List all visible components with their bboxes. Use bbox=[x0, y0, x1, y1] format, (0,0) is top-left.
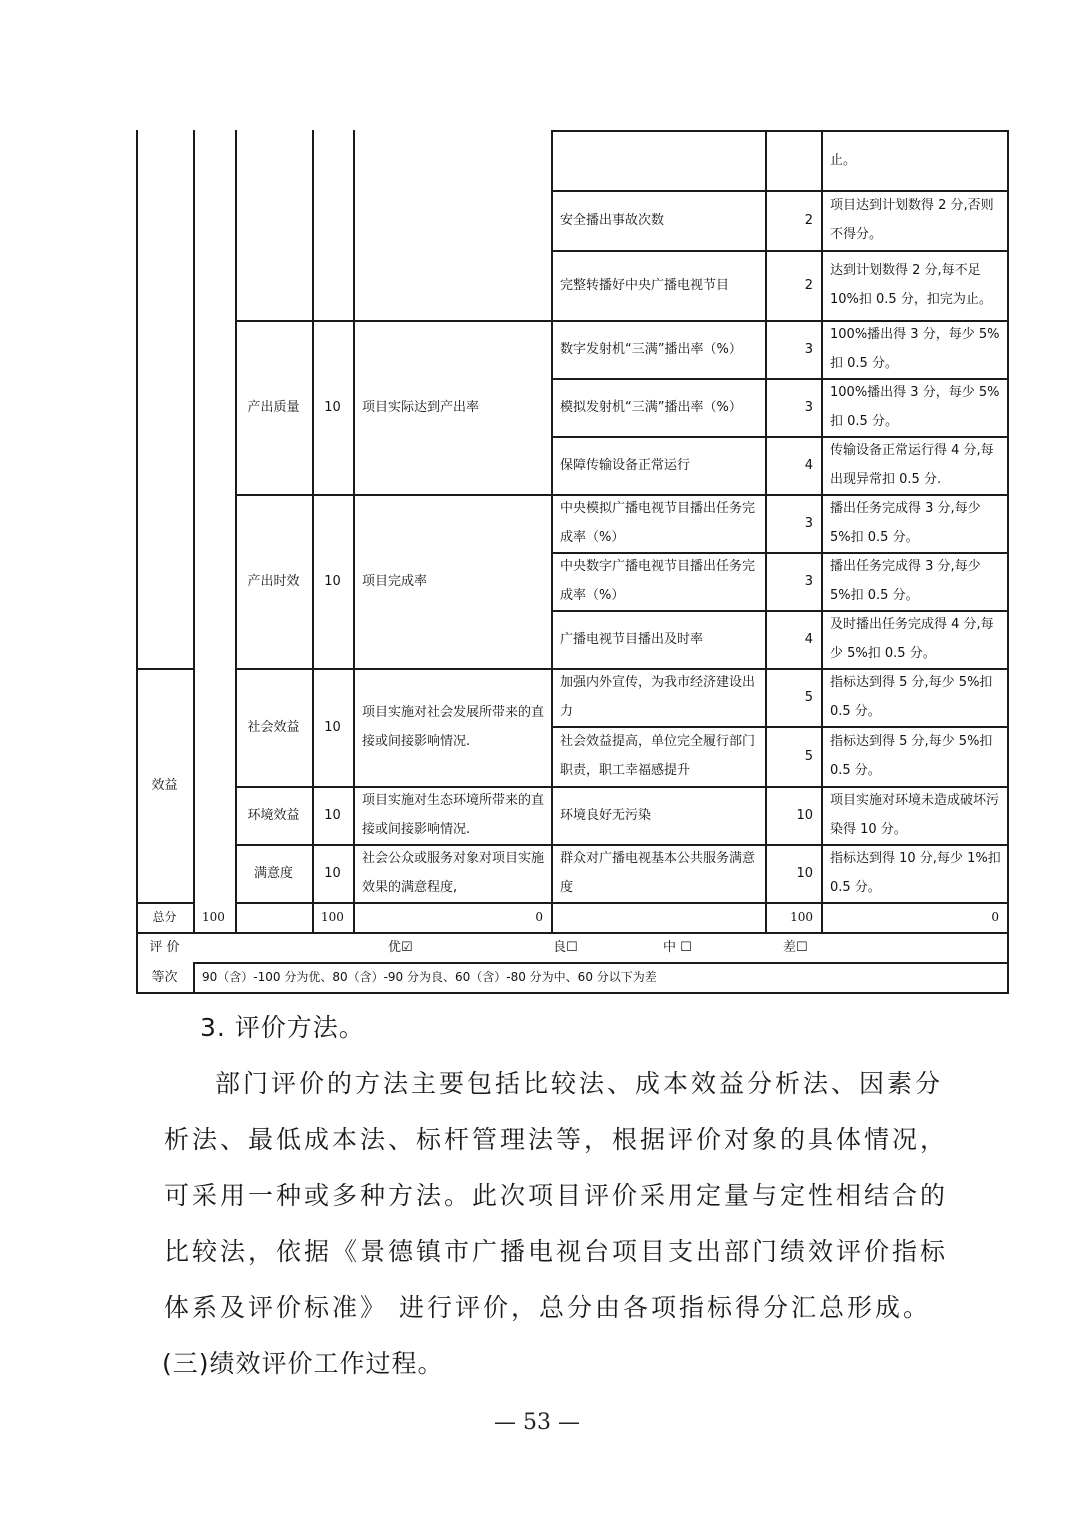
table-border bbox=[551, 844, 1007, 846]
secondary-indicator-cell-text: 社会效益 bbox=[247, 719, 300, 735]
table-border bbox=[193, 962, 195, 992]
total-cell-text: 100 bbox=[321, 909, 344, 924]
rating-option-text: 优☑ bbox=[388, 939, 413, 955]
indicator-description-cell bbox=[353, 786, 551, 844]
score-cell bbox=[765, 494, 821, 552]
indicator-cell-text: 社会效益提高，单位完全履行部门职责，职工幸福感提升 bbox=[560, 734, 756, 778]
rating-option bbox=[388, 932, 478, 962]
indicator-cell-text: 加强内外宣传，为我市经济建设出力 bbox=[560, 675, 756, 719]
indicator-cell bbox=[551, 786, 765, 844]
table-border bbox=[235, 786, 551, 788]
standard-cell-text: 指标达到得 5 分,每少 5%扣0.5 分。 bbox=[830, 734, 993, 778]
rating-option-text: 良☐ bbox=[553, 939, 578, 955]
score-cell-text: 10 bbox=[796, 807, 813, 823]
weight-cell bbox=[312, 494, 353, 668]
secondary-indicator-cell-text: 产出质量 bbox=[247, 399, 300, 415]
table-border bbox=[1007, 130, 1009, 992]
weight-cell-text: 10 bbox=[324, 573, 341, 589]
indicator-cell-text: 中央模拟广播电视节目播出任务完成率（%） bbox=[560, 501, 756, 545]
rating-note-cell bbox=[193, 962, 1007, 992]
standard-cell bbox=[821, 786, 1007, 844]
table-border bbox=[551, 190, 1007, 192]
total-cell-text: 0 bbox=[991, 909, 999, 924]
score-cell bbox=[765, 250, 821, 320]
table-border bbox=[136, 130, 138, 992]
total-cell-text: 总分 bbox=[152, 909, 177, 924]
score-cell bbox=[765, 320, 821, 378]
total-cell bbox=[765, 902, 821, 932]
score-cell bbox=[765, 378, 821, 436]
score-cell-text: 3 bbox=[804, 515, 813, 531]
score-cell-text: 2 bbox=[804, 277, 813, 293]
score-cell-text: 10 bbox=[796, 865, 813, 881]
table-border bbox=[551, 668, 1007, 670]
indicator-cell bbox=[551, 844, 765, 902]
standard-cell-text: 指标达到得 10 分,每少 1%扣 0.5 分。 bbox=[830, 851, 1001, 895]
table-border bbox=[551, 610, 1007, 612]
score-cell-text: 2 bbox=[804, 212, 813, 228]
primary-indicator-cell-text: 效益 bbox=[151, 777, 178, 793]
weight-cell-text: 10 bbox=[324, 807, 341, 823]
standard-cell-text: 及时播出任务完成得 4 分,每少 5%扣 0.5 分。 bbox=[830, 617, 994, 661]
weight-cell bbox=[312, 320, 353, 494]
total-cell bbox=[136, 902, 193, 932]
table-border bbox=[551, 786, 1007, 788]
table-border bbox=[551, 552, 1007, 554]
table-border bbox=[235, 902, 551, 904]
rating-option-text: 差☐ bbox=[783, 939, 808, 955]
indicator-description-cell-text: 项目实施对生态环境所带来的直接或间接影响情况. bbox=[362, 793, 545, 837]
secondary-indicator-cell bbox=[235, 494, 312, 668]
rating-label-cell-text: 评 价 bbox=[149, 939, 180, 955]
score-cell-text: 5 bbox=[804, 748, 813, 764]
score-cell bbox=[765, 552, 821, 610]
table-border bbox=[193, 130, 195, 932]
table-border bbox=[551, 130, 1007, 132]
secondary-indicator-cell-text: 环境效益 bbox=[247, 807, 300, 823]
table-border bbox=[136, 668, 193, 670]
rating-option bbox=[663, 932, 753, 962]
indicator-cell bbox=[551, 552, 765, 610]
score-cell bbox=[765, 190, 821, 250]
total-cell bbox=[821, 902, 1007, 932]
indicator-cell-text: 安全播出事故次数 bbox=[560, 212, 665, 228]
table-border bbox=[353, 130, 355, 932]
score-cell bbox=[765, 130, 821, 190]
standard-cell bbox=[821, 844, 1007, 902]
indicator-cell-text: 数字发射机“三满”播出率（%） bbox=[560, 341, 742, 357]
table-border bbox=[235, 130, 237, 932]
table-border bbox=[193, 962, 1007, 964]
indicator-cell bbox=[551, 494, 765, 552]
rating-option-text: 中 ☐ bbox=[663, 939, 692, 955]
score-cell-text: 3 bbox=[804, 341, 813, 357]
indicator-description-cell bbox=[353, 494, 551, 668]
secondary-indicator-cell-text: 产出时效 bbox=[247, 573, 300, 589]
paragraph-line: 析法、最低成本法、标杆管理法等，根据评价对象的具体情况， bbox=[164, 1125, 949, 1154]
indicator-description-cell-text: 项目实施对社会发展所带来的直接或间接影响情况. bbox=[362, 705, 545, 749]
score-cell bbox=[765, 436, 821, 494]
score-cell-text: 3 bbox=[804, 399, 813, 415]
score-cell bbox=[765, 786, 821, 844]
indicator-cell-text: 保障传输设备正常运行 bbox=[560, 457, 691, 473]
standard-cell bbox=[821, 494, 1007, 552]
score-cell-text: 5 bbox=[804, 689, 813, 705]
secondary-indicator-cell bbox=[235, 786, 312, 844]
secondary-indicator-cell bbox=[235, 668, 312, 786]
indicator-cell-text: 中央数字广播电视节目播出任务完成率（%） bbox=[560, 559, 756, 603]
paragraph-line: 比较法，依据《景德镇市广播电视台项目支出部门绩效评价指标 bbox=[164, 1237, 949, 1266]
indicator-description-cell-text: 项目完成率 bbox=[362, 573, 428, 589]
weight-cell-text: 10 bbox=[324, 865, 341, 881]
standard-cell-text: 项目达到计划数得 2 分,否则不得分。 bbox=[830, 198, 994, 242]
score-cell bbox=[765, 726, 821, 786]
table-border bbox=[551, 250, 1007, 252]
standard-cell-text: 达到计划数得 2 分,每不足10%扣 0.5 分，扣完为止。 bbox=[830, 263, 992, 307]
table-border bbox=[551, 436, 1007, 438]
score-cell-text: 4 bbox=[804, 631, 813, 647]
score-cell-text: 3 bbox=[804, 573, 813, 589]
standard-cell bbox=[821, 668, 1007, 726]
indicator-cell bbox=[551, 190, 765, 250]
indicator-description-cell-text: 项目实际达到产出率 bbox=[362, 399, 480, 415]
indicator-cell bbox=[551, 250, 765, 320]
total-cell-text: 100 bbox=[790, 909, 813, 924]
table-border bbox=[235, 844, 551, 846]
total-cell bbox=[353, 902, 551, 932]
score-cell bbox=[765, 668, 821, 726]
indicator-cell bbox=[551, 726, 765, 786]
indicator-description-cell bbox=[353, 844, 551, 902]
indicator-cell bbox=[551, 378, 765, 436]
indicator-cell bbox=[551, 610, 765, 668]
rating-option bbox=[553, 932, 643, 962]
standard-cell bbox=[821, 610, 1007, 668]
total-cell bbox=[193, 902, 235, 932]
standard-cell-text: 指标达到得 5 分,每少 5%扣0.5 分。 bbox=[830, 675, 993, 719]
standard-cell bbox=[821, 130, 1007, 190]
paragraph-line: 体系及评价标准》 进行评价，总分由各项指标得分汇总形成。 bbox=[164, 1293, 931, 1322]
paragraph-line: 可采用一种或多种方法。此次项目评价采用定量与定性相结合的 bbox=[164, 1181, 949, 1210]
standard-cell-text: 止。 bbox=[830, 152, 857, 168]
secondary-indicator-cell-text: 满意度 bbox=[253, 865, 293, 881]
table-border bbox=[551, 902, 1007, 904]
table-border bbox=[312, 130, 314, 932]
rating-label-cell bbox=[136, 932, 193, 962]
standard-cell bbox=[821, 320, 1007, 378]
standard-cell-text: 播出任务完成得 3 分,每少5%扣 0.5 分。 bbox=[830, 501, 981, 545]
table-border bbox=[551, 378, 1007, 380]
score-cell bbox=[765, 610, 821, 668]
standard-cell-text: 传输设备正常运行得 4 分,每出现异常扣 0.5 分. bbox=[830, 443, 994, 487]
section-subheading: (三)绩效评价工作过程。 bbox=[162, 1349, 444, 1378]
standard-cell-text: 项目实施对环境未造成破坏污染得 10 分。 bbox=[830, 793, 1000, 837]
indicator-description-cell bbox=[353, 668, 551, 786]
table-border bbox=[136, 992, 1009, 994]
indicator-description-cell-text: 社会公众或服务对象对项目实施效果的满意程度, bbox=[362, 851, 545, 895]
indicator-cell bbox=[551, 436, 765, 494]
section-heading: 3. 评价方法。 bbox=[200, 1013, 365, 1042]
standard-cell bbox=[821, 552, 1007, 610]
indicator-cell-text: 广播电视节目播出及时率 bbox=[560, 631, 704, 647]
weight-cell-text: 10 bbox=[324, 719, 341, 735]
standard-cell bbox=[821, 190, 1007, 250]
rating-note-cell-text: 90（含）-100 分为优、80（含）-90 分为良、60（含）-80 分为中、60 分以下为差 bbox=[202, 969, 657, 984]
rating-option bbox=[783, 932, 873, 962]
total-cell-text: 100 bbox=[202, 909, 225, 924]
primary-indicator-cell bbox=[136, 668, 193, 902]
weight-cell bbox=[312, 786, 353, 844]
indicator-cell-text: 完整转播好中央广播电视节目 bbox=[560, 277, 730, 293]
table-border bbox=[136, 932, 1009, 934]
rating-label-cell bbox=[136, 962, 193, 992]
standard-cell-text: 100%播出得 3 分，每少 5%扣 0.5 分。 bbox=[830, 385, 1000, 429]
paragraph-line: 部门评价的方法主要包括比较法、成本效益分析法、因素分 bbox=[215, 1069, 944, 1098]
secondary-indicator-cell bbox=[235, 320, 312, 494]
standard-cell bbox=[821, 250, 1007, 320]
table-border bbox=[551, 494, 1007, 496]
indicator-description-cell bbox=[353, 320, 551, 494]
standard-cell bbox=[821, 436, 1007, 494]
standard-cell bbox=[821, 726, 1007, 786]
secondary-indicator-cell bbox=[235, 844, 312, 902]
rating-label-cell-text: 等次 bbox=[151, 969, 178, 985]
standard-cell bbox=[821, 378, 1007, 436]
page-number: — 53 — bbox=[494, 1410, 580, 1435]
table-border bbox=[551, 726, 1007, 728]
weight-cell bbox=[312, 844, 353, 902]
table-border bbox=[235, 668, 551, 670]
weight-cell-text: 10 bbox=[324, 399, 341, 415]
indicator-cell-text: 环境良好无污染 bbox=[560, 807, 652, 823]
total-cell-text: 0 bbox=[535, 909, 543, 924]
total-cell bbox=[312, 902, 353, 932]
score-cell bbox=[765, 844, 821, 902]
standard-cell-text: 100%播出得 3 分，每少 5%扣 0.5 分。 bbox=[830, 327, 1000, 371]
indicator-cell-text: 群众对广播电视基本公共服务满意度 bbox=[560, 851, 756, 895]
standard-cell-text: 播出任务完成得 3 分,每少5%扣 0.5 分。 bbox=[830, 559, 981, 603]
weight-cell bbox=[312, 668, 353, 786]
indicator-cell bbox=[551, 668, 765, 726]
table-border bbox=[136, 902, 193, 904]
table-border bbox=[235, 494, 551, 496]
indicator-cell bbox=[551, 320, 765, 378]
indicator-cell-text: 模拟发射机“三满”播出率（%） bbox=[560, 399, 742, 415]
table-border bbox=[551, 320, 1007, 322]
table-border bbox=[235, 320, 551, 322]
indicator-cell bbox=[551, 130, 765, 190]
score-cell-text: 4 bbox=[804, 457, 813, 473]
